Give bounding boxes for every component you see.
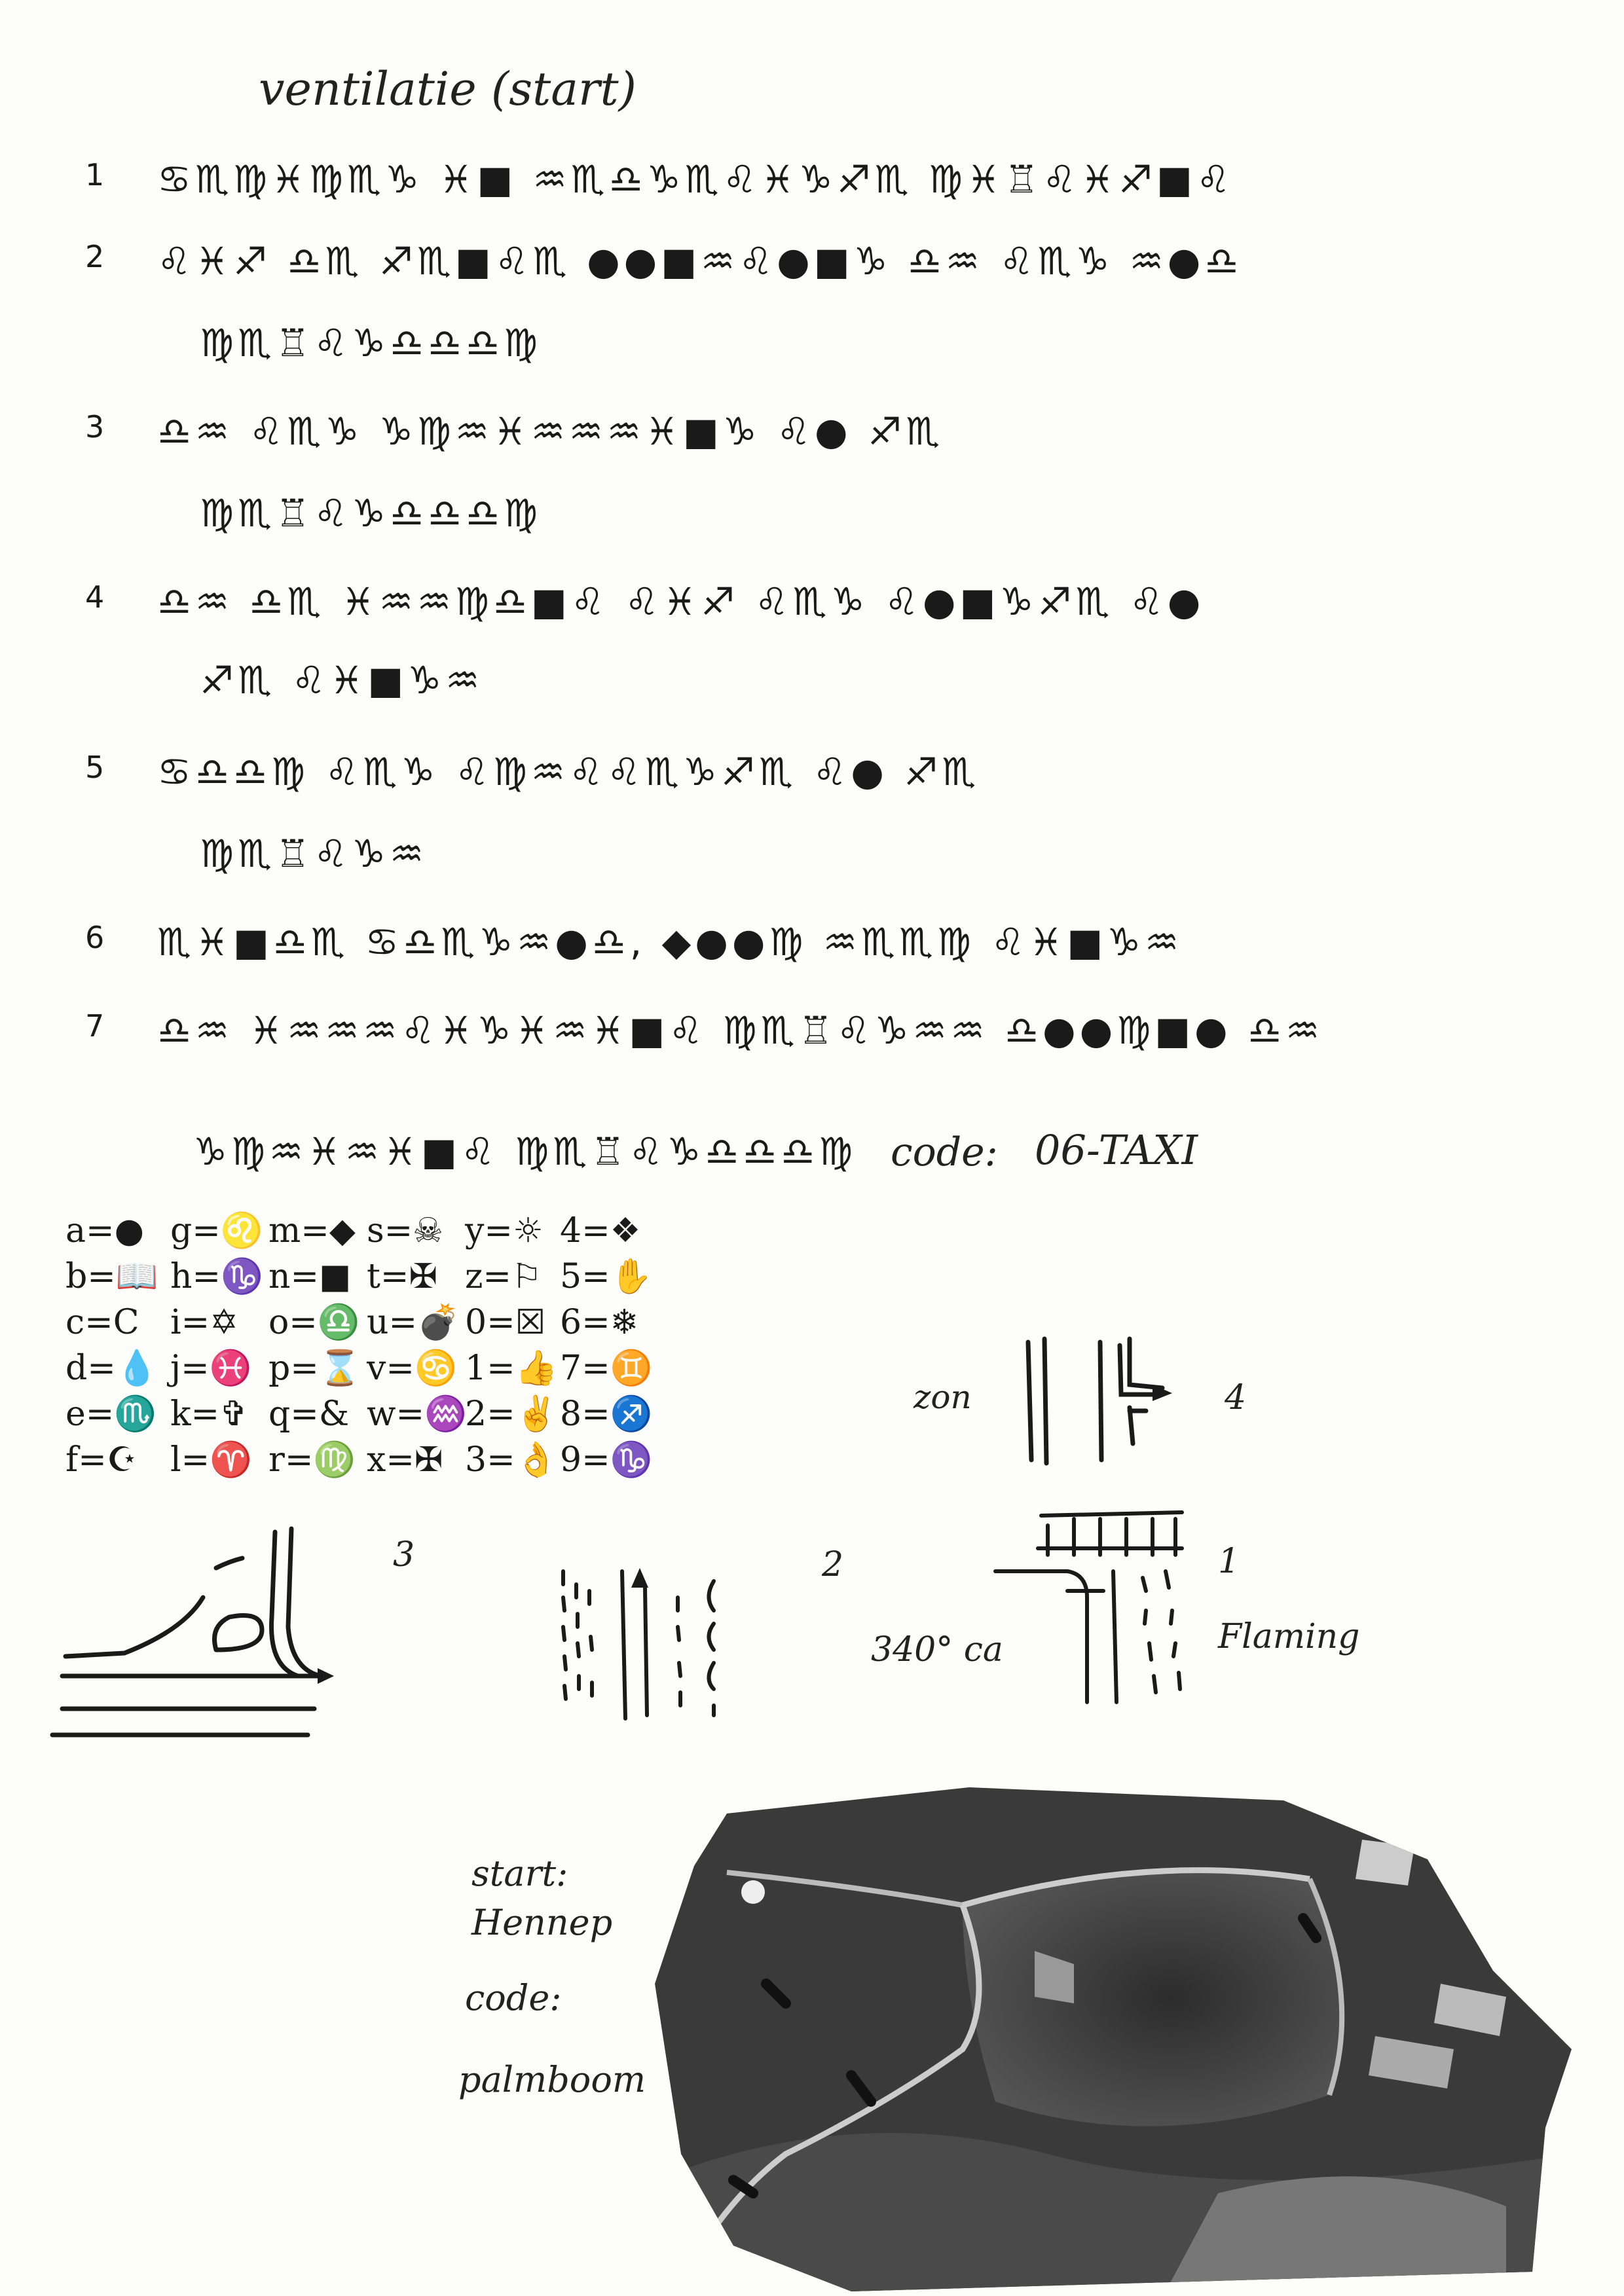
legend-entry: w=♒ bbox=[367, 1394, 467, 1434]
legend-column bbox=[367, 1208, 467, 1483]
final-code-value: 06-TAXI bbox=[1035, 1126, 1198, 1174]
cipher-line-text: ♎♒ ♓♒♒♒♌♓♑♓♒♓■♌ ♍♏♖♌♑♒♒ ♎●●♍■● ♎♒ bbox=[157, 1008, 1324, 1053]
start-label: start: bbox=[471, 1853, 568, 1894]
sketch-label-4: 4 bbox=[1225, 1378, 1247, 1417]
legend-column bbox=[268, 1208, 361, 1483]
legend-entry: 1=👍 bbox=[465, 1349, 558, 1388]
legend-entry: p=⌛ bbox=[268, 1349, 361, 1388]
cipher-line-text: ♋♏♍♓♍♏♑ ♓■ ♒♏♎♑♏♌♓♑♐♏ ♍♓♖♌♓♐■♌ bbox=[157, 157, 1234, 202]
sketch-label-340: 340° ca bbox=[871, 1630, 1003, 1669]
legend-entry: t=✠ bbox=[367, 1257, 438, 1296]
legend-entry: u=💣 bbox=[367, 1303, 460, 1342]
legend-entry: r=♍ bbox=[268, 1440, 356, 1480]
cipher-line-text: ♏♓■♎♏ ♋♎♏♑♒●♎, ◆●●♍ ♒♏♏♍ ♌♓■♑♒ bbox=[157, 920, 1183, 964]
sketch-label-1: 1 bbox=[1218, 1542, 1240, 1581]
final-code-label: code: bbox=[891, 1129, 998, 1175]
cipher-line-number: 1 bbox=[85, 157, 109, 192]
sketch-3 bbox=[46, 1519, 347, 1748]
legend-entry: i=✡ bbox=[170, 1303, 238, 1342]
sketch-2 bbox=[537, 1558, 747, 1728]
cipher-line-text: ♎♒ ♌♏♑ ♑♍♒♓♒♒♒♓■♑ ♌● ♐♏ bbox=[157, 409, 944, 454]
sketch-label-zon: zon bbox=[913, 1378, 972, 1416]
sketch-label-flaming: Flaming bbox=[1218, 1617, 1360, 1656]
legend-entry: b=📖 bbox=[65, 1257, 158, 1296]
legend-entry: 3=👌 bbox=[465, 1440, 558, 1480]
legend-entry: z=⚐ bbox=[465, 1257, 542, 1296]
legend-entry: a=● bbox=[65, 1211, 144, 1250]
legend-entry: s=☠ bbox=[367, 1211, 443, 1250]
legend-column bbox=[170, 1208, 263, 1483]
cipher-line-2-continued: ♍♏♖♌♑♎♎♎♍ bbox=[200, 321, 542, 365]
legend-entry: 0=☒ bbox=[465, 1303, 546, 1342]
legend-entry: 7=♊ bbox=[560, 1349, 653, 1388]
legend-entry: o=♎ bbox=[268, 1303, 360, 1342]
aerial-photo bbox=[655, 1787, 1572, 2291]
legend-entry: j=♓ bbox=[170, 1349, 252, 1388]
legend-entry: g=♌ bbox=[170, 1211, 263, 1250]
cipher-line-number: 6 bbox=[85, 920, 109, 955]
cipher-line-number: 4 bbox=[85, 579, 109, 615]
legend-column bbox=[65, 1208, 158, 1483]
cipher-line-number: 2 bbox=[85, 239, 109, 274]
legend-entry: f=☪ bbox=[65, 1440, 138, 1480]
cipher-line-4-continued: ♐♏ ♌♓■♑♒ bbox=[200, 658, 484, 702]
cipher-line-text: ♎♒ ♎♏ ♓♒♒♍♎■♌ ♌♓♐ ♌♏♑ ♌●■♑♐♏ ♌● bbox=[157, 579, 1205, 624]
sketch-label-2: 2 bbox=[822, 1545, 844, 1584]
legend-entry: e=♏ bbox=[65, 1394, 157, 1434]
legend-column bbox=[465, 1208, 557, 1483]
legend-entry: l=♈ bbox=[170, 1440, 252, 1480]
legend-entry: c=C bbox=[65, 1303, 139, 1342]
page-title: ventilatie (start) bbox=[259, 62, 637, 116]
legend-entry: q=& bbox=[268, 1394, 350, 1434]
cipher-line-number: 5 bbox=[85, 750, 109, 785]
legend-entry: d=💧 bbox=[65, 1349, 158, 1388]
cipher-line-5-continued: ♍♏♖♌♑♒ bbox=[200, 831, 428, 876]
legend-entry: n=■ bbox=[268, 1257, 352, 1296]
final-cipher-text: ♑♍♒♓♒♓■♌ ♍♏♖♌♑♎♎♎♍ bbox=[193, 1129, 857, 1174]
legend-entry: h=♑ bbox=[170, 1257, 263, 1296]
legend-entry: k=✞ bbox=[170, 1394, 248, 1434]
legend-entry: 5=✋ bbox=[560, 1257, 653, 1296]
sketch-label-3: 3 bbox=[393, 1535, 415, 1575]
legend-entry: 2=✌ bbox=[465, 1394, 558, 1434]
cipher-line-number: 3 bbox=[85, 409, 109, 445]
legend-entry: v=♋ bbox=[367, 1349, 457, 1388]
legend-column bbox=[560, 1208, 652, 1483]
sketch-1 bbox=[982, 1506, 1218, 1722]
legend-entry: m=◆ bbox=[268, 1211, 356, 1250]
legend-entry: 4=❖ bbox=[560, 1211, 641, 1250]
start-value: Hennep bbox=[471, 1902, 613, 1943]
legend-entry: 9=♑ bbox=[560, 1440, 653, 1480]
legend-entry: 6=❄ bbox=[560, 1303, 639, 1342]
cipher-line-3-continued: ♍♏♖♌♑♎♎♎♍ bbox=[200, 491, 542, 536]
cipher-line-text: ♋♎♎♍ ♌♏♑ ♌♍♒♌♌♏♑♐♏ ♌● ♐♏ bbox=[157, 750, 980, 794]
cipher-line-text: ♌♓♐ ♎♏ ♐♏■♌♏ ●●■♒♌●■♑ ♎♒ ♌♏♑ ♒●♎ bbox=[157, 239, 1243, 283]
legend-entry: y=☼ bbox=[465, 1211, 544, 1250]
legend-entry: x=✠ bbox=[367, 1440, 443, 1480]
code-label: code: bbox=[465, 1977, 562, 2018]
legend-entry: 8=♐ bbox=[560, 1394, 653, 1434]
cipher-line-number: 7 bbox=[85, 1008, 109, 1044]
code-value: palmboom bbox=[458, 2059, 646, 2100]
